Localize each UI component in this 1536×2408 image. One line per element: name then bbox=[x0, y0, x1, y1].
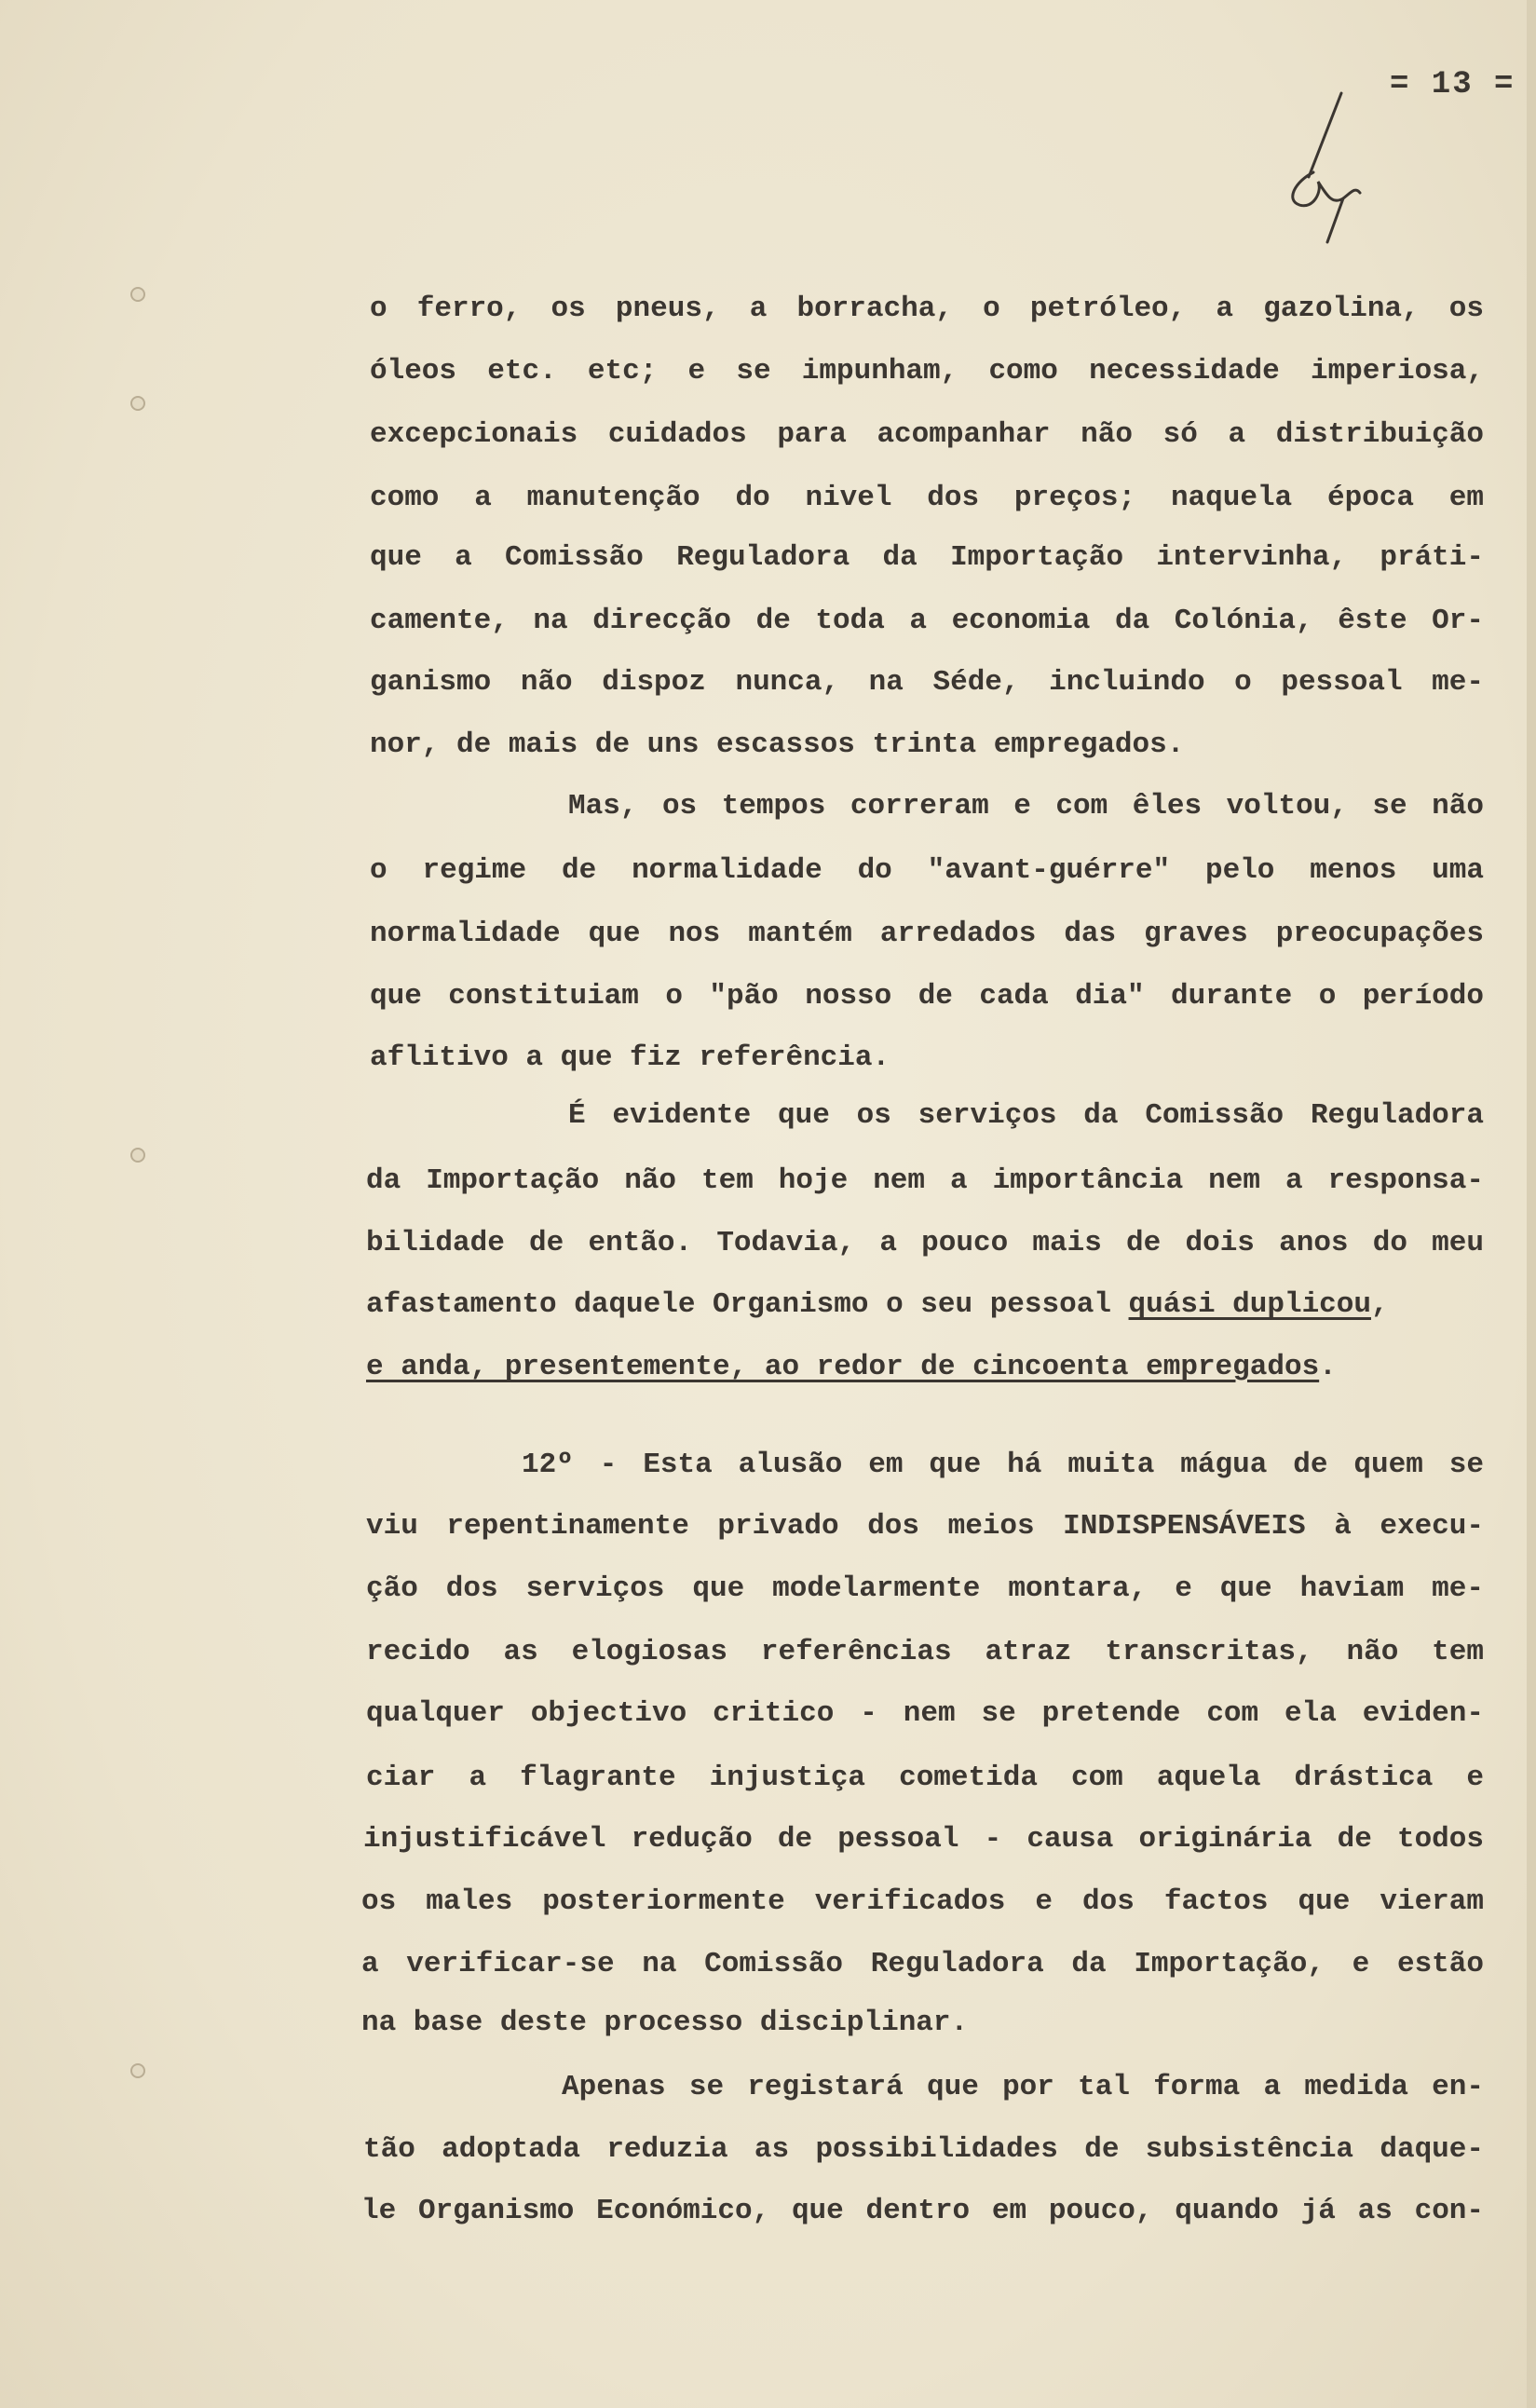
line-text: 12º - Esta alusão em que há muita mágua de quem se bbox=[522, 1449, 1484, 1481]
line-text: que constituiam o "pão nosso de cada dia" durante o período bbox=[370, 980, 1484, 1013]
text-line bbox=[370, 480, 1484, 517]
text-line bbox=[370, 416, 1484, 454]
text-line bbox=[366, 1695, 1484, 1733]
signature-initials bbox=[1276, 88, 1379, 247]
line-text: normalidade que nos mantém arredados das graves preocupações bbox=[370, 918, 1484, 950]
line-text: ção dos serviços que modelarmente montara, e que haviam me- bbox=[366, 1572, 1484, 1605]
text-line bbox=[366, 1286, 1389, 1324]
page-number: = 13 = bbox=[1390, 67, 1516, 102]
text-line bbox=[366, 1349, 1337, 1386]
text-line bbox=[568, 788, 1484, 825]
text-line bbox=[361, 2005, 968, 2042]
text-line bbox=[370, 727, 1184, 764]
text-line bbox=[370, 291, 1484, 328]
text-line bbox=[366, 1760, 1484, 1797]
text-line bbox=[366, 1225, 1484, 1262]
text-line bbox=[370, 603, 1484, 640]
line-text: que a Comissão Reguladora da Importação intervinha, práti- bbox=[370, 541, 1484, 574]
text-line bbox=[366, 1634, 1484, 1671]
text-line bbox=[370, 664, 1484, 701]
text-line bbox=[366, 1571, 1484, 1608]
line-text: óleos etc. etc; e se impunham, como necessidade imperiosa, bbox=[370, 355, 1484, 388]
text-line bbox=[363, 1821, 1484, 1858]
line-text: na base deste processo disciplinar. bbox=[361, 2007, 969, 2039]
line-text: tão adoptada reduzia as possibilidades de subsistência daque- bbox=[363, 2133, 1484, 2166]
line-text: injustificável redução de pessoal - causa originária de todos bbox=[363, 1823, 1484, 1856]
line-text: os males posteriormente verificados e dos factos que vieram bbox=[361, 1885, 1484, 1918]
text-line bbox=[361, 2193, 1484, 2230]
line-text: a verificar-se na Comissão Reguladora da Importação, e estão bbox=[361, 1948, 1484, 1980]
punch-hole-mark bbox=[130, 287, 145, 302]
text-line bbox=[568, 1097, 1484, 1135]
text-line bbox=[562, 2069, 1484, 2106]
line-text: le Organismo Económico, que dentro em pouco, quando já as con- bbox=[361, 2195, 1484, 2227]
line-punctuation: , bbox=[1371, 1288, 1389, 1321]
line-punctuation: . bbox=[1319, 1351, 1337, 1383]
underlined-text: quási duplicou bbox=[1128, 1288, 1371, 1321]
line-text: aflitivo a que fiz referência. bbox=[370, 1041, 890, 1074]
underlined-text: e anda, presentemente, ao redor de cincoenta empregados bbox=[366, 1351, 1320, 1383]
text-line bbox=[366, 1508, 1484, 1545]
line-text: recido as elogiosas referências atraz transcritas, não tem bbox=[366, 1636, 1484, 1668]
text-line bbox=[370, 353, 1484, 390]
line-text: Apenas se registará que por tal forma a medida en- bbox=[562, 2071, 1484, 2103]
punch-hole-mark bbox=[130, 2063, 145, 2078]
text-line bbox=[370, 852, 1484, 890]
line-text: nor, de mais de uns escassos trinta empregados. bbox=[370, 728, 1185, 761]
text-line bbox=[370, 539, 1484, 577]
line-text: o regime de normalidade do "avant-guérre" pelo menos uma bbox=[370, 854, 1484, 887]
line-text: ciar a flagrante injustiça cometida com aquela drástica e bbox=[366, 1762, 1484, 1794]
text-line bbox=[363, 2131, 1484, 2169]
line-text: o ferro, os pneus, a borracha, o petróleo, a gazolina, os bbox=[370, 292, 1484, 325]
line-text: da Importação não tem hoje nem a importância nem a responsa- bbox=[366, 1164, 1484, 1197]
line-text: Mas, os tempos correram e com êles voltou, se não bbox=[568, 790, 1484, 823]
line-text: como a manutenção do nivel dos preços; naquela época em bbox=[370, 482, 1484, 514]
punch-hole-mark bbox=[130, 396, 145, 411]
text-line bbox=[370, 1040, 890, 1077]
line-text: qualquer objectivo critico - nem se pretende com ela eviden- bbox=[366, 1697, 1484, 1730]
paper-edge bbox=[1527, 0, 1536, 2408]
line-text: viu repentinamente privado dos meios INDISPENSÁVEIS à execu- bbox=[366, 1510, 1484, 1543]
line-text: bilidade de então. Todavia, a pouco mais de dois anos do meu bbox=[366, 1227, 1484, 1259]
line-text: ganismo não dispoz nunca, na Séde, incluindo o pessoal me- bbox=[370, 666, 1484, 699]
text-line bbox=[361, 1884, 1484, 1921]
text-line bbox=[370, 978, 1484, 1015]
text-line bbox=[522, 1447, 1484, 1484]
line-text: afastamento daquele Organismo o seu pessoal bbox=[366, 1288, 1129, 1321]
text-line bbox=[361, 1946, 1484, 1983]
line-text: excepcionais cuidados para acompanhar não só a distribuição bbox=[370, 418, 1484, 451]
line-text: É evidente que os serviços da Comissão Reguladora bbox=[568, 1099, 1484, 1132]
punch-hole-mark bbox=[130, 1148, 145, 1163]
text-line bbox=[366, 1163, 1484, 1200]
line-text: camente, na direcção de toda a economia da Colónia, êste Or- bbox=[370, 605, 1484, 637]
text-line bbox=[370, 916, 1484, 953]
